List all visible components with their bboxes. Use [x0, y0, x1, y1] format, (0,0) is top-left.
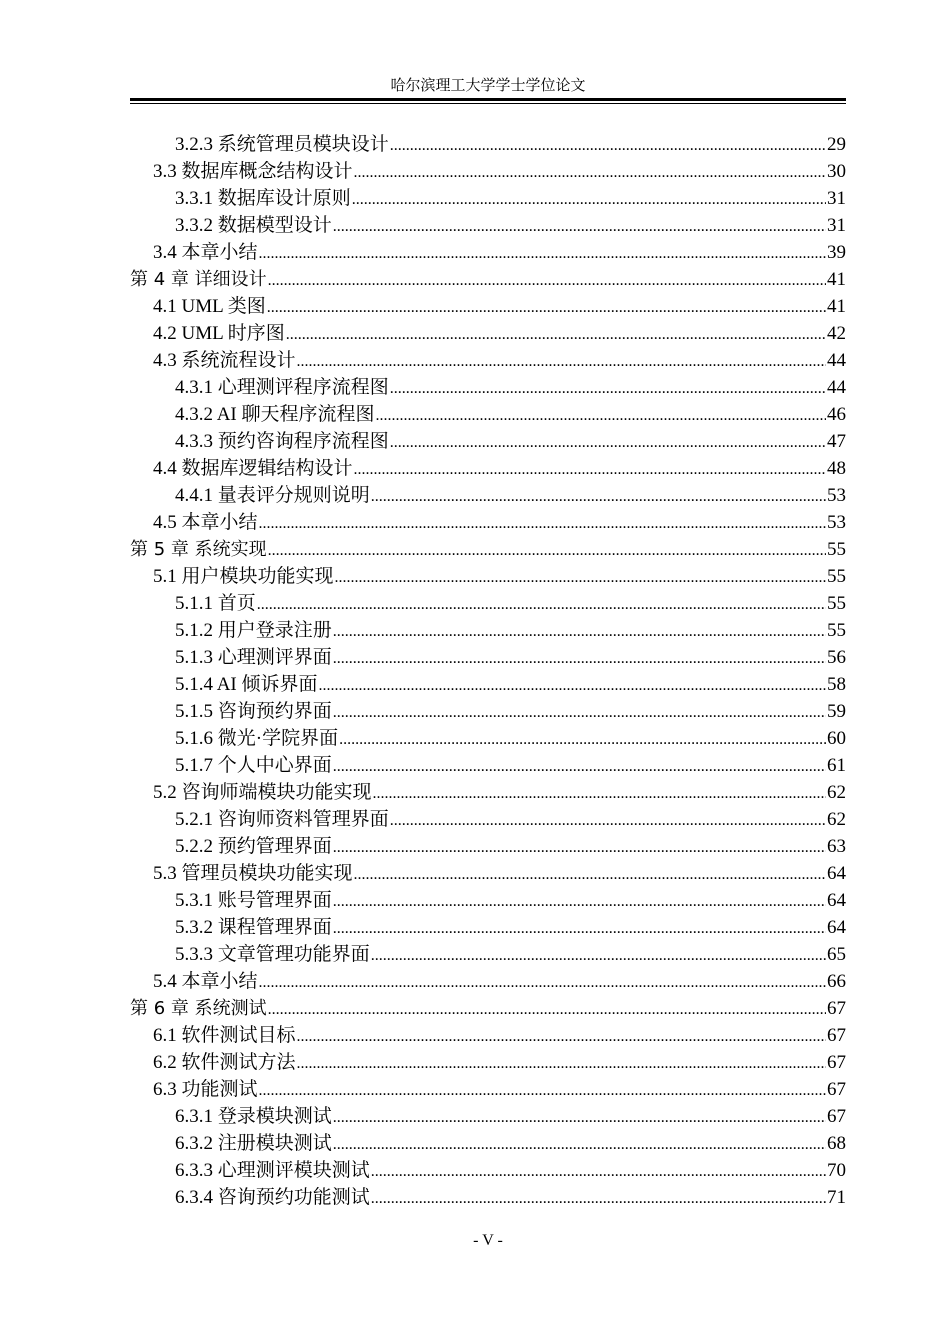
toc-entry-label: 6.3.4 咨询预约功能测试	[175, 1187, 370, 1208]
toc-dot-leader	[259, 240, 826, 267]
toc-dot-leader	[371, 942, 826, 969]
toc-entry-page: 64	[827, 863, 846, 884]
toc-entry[interactable]	[130, 914, 846, 941]
toc-dot-leader	[333, 1104, 826, 1131]
toc-entry[interactable]	[130, 347, 846, 374]
toc-entry[interactable]	[130, 1049, 846, 1076]
toc-dot-leader	[333, 753, 826, 780]
toc-dot-leader	[319, 672, 826, 699]
toc-entry-label: 6.3.2 注册模块测试	[175, 1133, 332, 1154]
toc-entry[interactable]	[130, 1157, 846, 1184]
toc-entry-label: 3.3.1 数据库设计原则	[175, 188, 351, 209]
toc-entry-label: 5.1.2 用户登录注册	[175, 620, 332, 641]
toc-entry[interactable]	[130, 671, 846, 698]
toc-entry-page: 64	[827, 890, 846, 911]
header-rule-thick	[130, 98, 846, 101]
toc-entry-page: 71	[827, 1187, 846, 1208]
toc-entry-label: 4.3.2 AI 聊天程序流程图	[175, 404, 375, 425]
toc-entry-page: 46	[827, 404, 846, 425]
toc-entry[interactable]	[130, 1103, 846, 1130]
toc-dot-leader	[390, 132, 826, 159]
toc-entry-label: 3.2.3 系统管理员模块设计	[175, 134, 389, 155]
toc-entry[interactable]	[130, 131, 846, 158]
toc-entry-page: 67	[827, 1079, 846, 1100]
toc-entry-label: 4.4 数据库逻辑结构设计	[153, 458, 353, 479]
toc-entry-label: 6.3.1 登录模块测试	[175, 1106, 332, 1127]
toc-dot-leader	[333, 888, 826, 915]
toc-entry[interactable]	[130, 887, 846, 914]
toc-entry-page: 29	[827, 134, 846, 155]
toc-entry-page: 67	[827, 998, 846, 1019]
toc-entry-page: 53	[827, 485, 846, 506]
toc-entry[interactable]	[130, 779, 846, 806]
toc-entry[interactable]	[130, 752, 846, 779]
toc-entry-label: 6.2 软件测试方法	[153, 1052, 296, 1073]
toc-entry-page: 55	[827, 593, 846, 614]
toc-dot-leader	[268, 996, 826, 1023]
toc-entry-label: 4.3 系统流程设计	[153, 350, 296, 371]
page-number: - V -	[473, 1232, 503, 1249]
toc-entry[interactable]	[130, 1022, 846, 1049]
toc-entry[interactable]	[130, 941, 846, 968]
toc-entry-page: 44	[827, 350, 846, 371]
toc-entry-page: 65	[827, 944, 846, 965]
toc-entry-label: 3.4 本章小结	[153, 242, 258, 263]
toc-dot-leader	[259, 969, 826, 996]
toc-entry-page: 31	[827, 188, 846, 209]
toc-entry-page: 44	[827, 377, 846, 398]
toc-entry[interactable]	[130, 239, 846, 266]
toc-entry-page: 53	[827, 512, 846, 533]
toc-entry-label: 5.3.2 课程管理界面	[175, 917, 332, 938]
toc-entry[interactable]	[130, 293, 846, 320]
toc-entry-page: 31	[827, 215, 846, 236]
toc-dot-leader	[297, 1050, 826, 1077]
toc-entry[interactable]	[130, 1184, 846, 1211]
toc-entry-page: 30	[827, 161, 846, 182]
toc-entry-label: 5.2.1 咨询师资料管理界面	[175, 809, 389, 830]
toc-entry-page: 48	[827, 458, 846, 479]
toc-entry-label: 5.3 管理员模块功能实现	[153, 863, 353, 884]
toc-entry-page: 67	[827, 1106, 846, 1127]
toc-entry-page: 70	[827, 1160, 846, 1181]
toc-dot-leader	[259, 510, 826, 537]
toc-entry-label: 第 4 章 详细设计	[130, 269, 267, 290]
toc-dot-leader	[373, 780, 826, 807]
toc-entry[interactable]	[130, 509, 846, 536]
toc-entry-page: 62	[827, 809, 846, 830]
toc-entry-label: 5.4 本章小结	[153, 971, 258, 992]
toc-entry[interactable]	[130, 725, 846, 752]
toc-entry[interactable]	[130, 806, 846, 833]
toc-entry-label: 6.1 软件测试目标	[153, 1025, 296, 1046]
toc-entry-label: 4.3.3 预约咨询程序流程图	[175, 431, 389, 452]
toc-entry-label: 3.3 数据库概念结构设计	[153, 161, 353, 182]
toc-entry[interactable]	[130, 698, 846, 725]
toc-dot-leader	[259, 1077, 826, 1104]
toc-entry-label: 4.4.1 量表评分规则说明	[175, 485, 370, 506]
toc-entry-page: 55	[827, 620, 846, 641]
toc-entry[interactable]	[130, 266, 846, 293]
toc-dot-leader	[390, 807, 826, 834]
toc-entry-page: 42	[827, 323, 846, 344]
toc-dot-leader	[371, 483, 826, 510]
header-rule-thin	[130, 103, 846, 104]
toc-dot-leader	[268, 267, 826, 294]
toc-entry[interactable]	[130, 1076, 846, 1103]
toc-entry-page: 59	[827, 701, 846, 722]
toc-entry-page: 61	[827, 755, 846, 776]
toc-dot-leader	[371, 1185, 826, 1212]
toc-dot-leader	[297, 1023, 826, 1050]
toc-dot-leader	[333, 699, 826, 726]
toc-entry-page: 56	[827, 647, 846, 668]
toc-entry[interactable]	[130, 482, 846, 509]
toc-entry-label: 6.3.3 心理测评模块测试	[175, 1160, 370, 1181]
toc-dot-leader	[333, 645, 826, 672]
toc-dot-leader	[371, 1158, 826, 1185]
toc-entry-page: 64	[827, 917, 846, 938]
toc-entry-label: 5.1.3 心理测评界面	[175, 647, 332, 668]
toc-dot-leader	[267, 294, 826, 321]
toc-entry-label: 5.1.4 AI 倾诉界面	[175, 674, 318, 695]
toc-entry[interactable]	[130, 185, 846, 212]
toc-dot-leader	[339, 726, 826, 753]
toc-dot-leader	[354, 861, 826, 888]
toc-dot-leader	[286, 321, 826, 348]
toc-entry[interactable]	[130, 563, 846, 590]
toc-entry-page: 67	[827, 1052, 846, 1073]
toc-entry[interactable]	[130, 320, 846, 347]
toc-entry-page: 66	[827, 971, 846, 992]
toc-entry-label: 5.1 用户模块功能实现	[153, 566, 334, 587]
toc-entry-label: 第 6 章 系统测试	[130, 998, 267, 1019]
table-of-contents	[130, 131, 846, 1211]
toc-entry-page: 60	[827, 728, 846, 749]
toc-entry[interactable]	[130, 158, 846, 185]
toc-entry[interactable]	[130, 1130, 846, 1157]
toc-entry-page: 41	[827, 269, 846, 290]
toc-entry[interactable]	[130, 428, 846, 455]
toc-entry[interactable]	[130, 644, 846, 671]
toc-entry-label: 5.3.3 文章管理功能界面	[175, 944, 370, 965]
toc-entry[interactable]	[130, 374, 846, 401]
toc-entry-page: 63	[827, 836, 846, 857]
toc-entry-label: 4.2 UML 时序图	[153, 323, 285, 344]
toc-dot-leader	[268, 537, 826, 564]
toc-entry[interactable]	[130, 455, 846, 482]
toc-dot-leader	[333, 915, 826, 942]
toc-entry-label: 第 5 章 系统实现	[130, 539, 267, 560]
toc-entry-page: 68	[827, 1133, 846, 1154]
toc-dot-leader	[333, 1131, 826, 1158]
toc-entry[interactable]	[130, 860, 846, 887]
toc-entry-page: 41	[827, 296, 846, 317]
toc-entry-label: 5.2.2 预约管理界面	[175, 836, 332, 857]
toc-entry-page: 47	[827, 431, 846, 452]
toc-entry-label: 3.3.2 数据模型设计	[175, 215, 332, 236]
toc-dot-leader	[352, 186, 826, 213]
toc-entry-label: 5.1.5 咨询预约界面	[175, 701, 332, 722]
toc-entry-label: 5.3.1 账号管理界面	[175, 890, 332, 911]
toc-dot-leader	[390, 429, 826, 456]
toc-dot-leader	[354, 456, 826, 483]
toc-entry-label: 4.5 本章小结	[153, 512, 258, 533]
toc-dot-leader	[333, 618, 826, 645]
toc-dot-leader	[257, 591, 826, 618]
toc-entry-label: 5.1.7 个人中心界面	[175, 755, 332, 776]
toc-entry[interactable]	[130, 833, 846, 860]
toc-entry[interactable]	[130, 995, 846, 1022]
toc-entry-page: 62	[827, 782, 846, 803]
toc-entry-label: 4.3.1 心理测评程序流程图	[175, 377, 389, 398]
toc-entry[interactable]	[130, 617, 846, 644]
toc-dot-leader	[333, 213, 826, 240]
toc-dot-leader	[333, 834, 826, 861]
toc-dot-leader	[354, 159, 826, 186]
toc-entry-page: 39	[827, 242, 846, 263]
toc-entry-label: 5.2 咨询师端模块功能实现	[153, 782, 372, 803]
toc-entry-label: 4.1 UML 类图	[153, 296, 266, 317]
toc-dot-leader	[376, 402, 826, 429]
toc-entry-page: 55	[827, 566, 846, 587]
toc-entry-page: 55	[827, 539, 846, 560]
toc-dot-leader	[390, 375, 826, 402]
toc-entry-page: 58	[827, 674, 846, 695]
toc-entry[interactable]	[130, 968, 846, 995]
toc-entry-label: 5.1.1 首页	[175, 593, 256, 614]
toc-dot-leader	[335, 564, 826, 591]
toc-entry-label: 5.1.6 微光·学院界面	[175, 728, 339, 749]
toc-entry-label: 6.3 功能测试	[153, 1079, 258, 1100]
toc-entry[interactable]	[130, 536, 846, 563]
toc-dot-leader	[297, 348, 826, 375]
toc-entry[interactable]	[130, 212, 846, 239]
toc-entry[interactable]	[130, 401, 846, 428]
page-header: 哈尔滨理工大学学士学位论文	[390, 78, 586, 94]
toc-entry-page: 67	[827, 1025, 846, 1046]
toc-entry[interactable]	[130, 590, 846, 617]
